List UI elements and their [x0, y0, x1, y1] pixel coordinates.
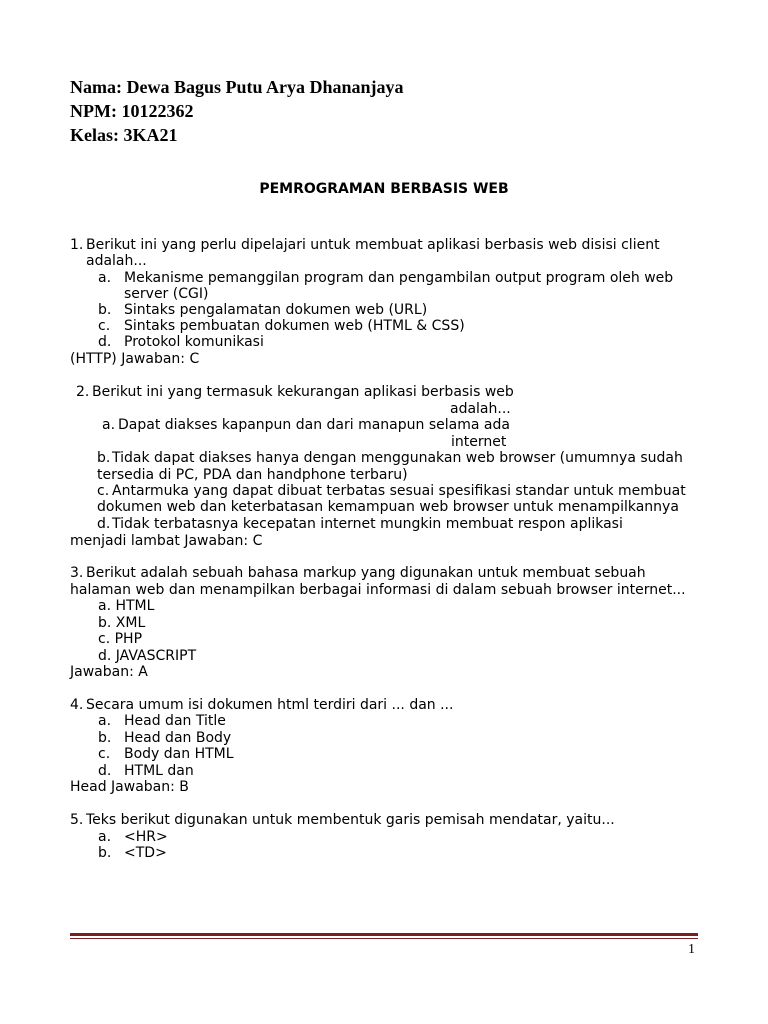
- answer-text: menjadi lambat Jawaban: C: [70, 533, 263, 549]
- option-letter: c.: [98, 746, 111, 762]
- option-text: d. JAVASCRIPT: [98, 648, 197, 664]
- option-text: Sintaks pembuatan dokumen web (HTML & CSS): [124, 318, 465, 334]
- option-text: Mekanisme pemanggilan program dan pengambilan output program oleh web: [124, 270, 674, 286]
- option-letter: b.: [97, 450, 111, 466]
- footer-divider: [70, 933, 698, 936]
- option-text: Antarmuka yang dapat dibuat terbatas sesuai spesifikasi standar untuk membuat: [112, 483, 686, 499]
- option-text: <TD>: [124, 845, 167, 861]
- option-letter: a.: [102, 417, 116, 433]
- option-text: a. HTML: [98, 598, 155, 614]
- question-text: adalah...: [86, 253, 147, 269]
- answer-text: Head Jawaban: B: [70, 779, 189, 795]
- question-number: 5.: [70, 812, 84, 828]
- option-text: Head dan Title: [124, 713, 226, 729]
- option-text: dokumen web dan keterbatasan kemampuan web browser untuk menampilkannya: [97, 499, 679, 515]
- option-text: HTML dan: [124, 763, 194, 779]
- option-text: Head dan Body: [124, 730, 232, 746]
- question-number: 3.: [70, 565, 84, 581]
- option-text: Tidak dapat diakses hanya dengan menggunakan web browser (umumnya sudah: [112, 450, 683, 466]
- option-letter: b.: [98, 845, 112, 861]
- footer-divider-thin: [70, 938, 698, 939]
- page-number: 1: [688, 942, 695, 957]
- option-letter: b.: [98, 730, 112, 746]
- option-text: b. XML: [98, 615, 146, 631]
- question-number: 2.: [76, 384, 90, 400]
- question-text: adalah...: [450, 401, 511, 417]
- option-letter: a.: [98, 713, 112, 729]
- option-letter: d.: [98, 763, 112, 779]
- option-text: <HR>: [124, 829, 168, 845]
- option-letter: c.: [98, 318, 111, 334]
- option-text: tersedia di PC, PDA dan handphone terbaru): [97, 467, 408, 483]
- question-text: Berikut adalah sebuah bahasa markup yang digunakan untuk membuat sebuah: [86, 565, 646, 581]
- question-number: 1.: [70, 237, 84, 253]
- question-text: Berikut ini yang termasuk kekurangan aplikasi berbasis web: [92, 384, 514, 400]
- option-text: server (CGI): [124, 286, 209, 302]
- option-text: internet: [451, 434, 507, 450]
- student-class: Kelas: 3KA21: [70, 125, 178, 145]
- question-text: Secara umum isi dokumen html terdiri dari ... dan ...: [86, 697, 454, 713]
- question-text: Berikut ini yang perlu dipelajari untuk membuat aplikasi berbasis web disisi client: [86, 237, 660, 253]
- option-letter: a.: [98, 829, 112, 845]
- option-text: Protokol komunikasi: [124, 334, 264, 350]
- option-text: Sintaks pengalamatan dokumen web (URL): [124, 302, 428, 318]
- answer-text: Jawaban: A: [70, 664, 148, 680]
- student-npm: NPM: 10122362: [70, 101, 194, 121]
- option-text: Tidak terbatasnya kecepatan internet mungkin membuat respon aplikasi: [112, 516, 623, 532]
- option-letter: d.: [98, 334, 112, 350]
- answer-text: (HTTP) Jawaban: C: [70, 351, 200, 367]
- question-number: 4.: [70, 697, 84, 713]
- option-letter: c.: [97, 483, 110, 499]
- question-text: Teks berikut digunakan untuk membentuk garis pemisah mendatar, yaitu...: [86, 812, 615, 828]
- option-text: Body dan HTML: [124, 746, 234, 762]
- page-title: PEMROGRAMAN BERBASIS WEB: [259, 181, 509, 197]
- option-text: c. PHP: [98, 631, 143, 647]
- option-letter: d.: [97, 516, 111, 532]
- student-name: Nama: Dewa Bagus Putu Arya Dhananjaya: [70, 77, 404, 97]
- option-letter: a.: [98, 270, 112, 286]
- option-letter: b.: [98, 302, 112, 318]
- question-text: halaman web dan menampilkan berbagai informasi di dalam sebuah browser internet...: [70, 582, 686, 598]
- option-text: Dapat diakses kapanpun dan dari manapun selama ada: [118, 417, 510, 433]
